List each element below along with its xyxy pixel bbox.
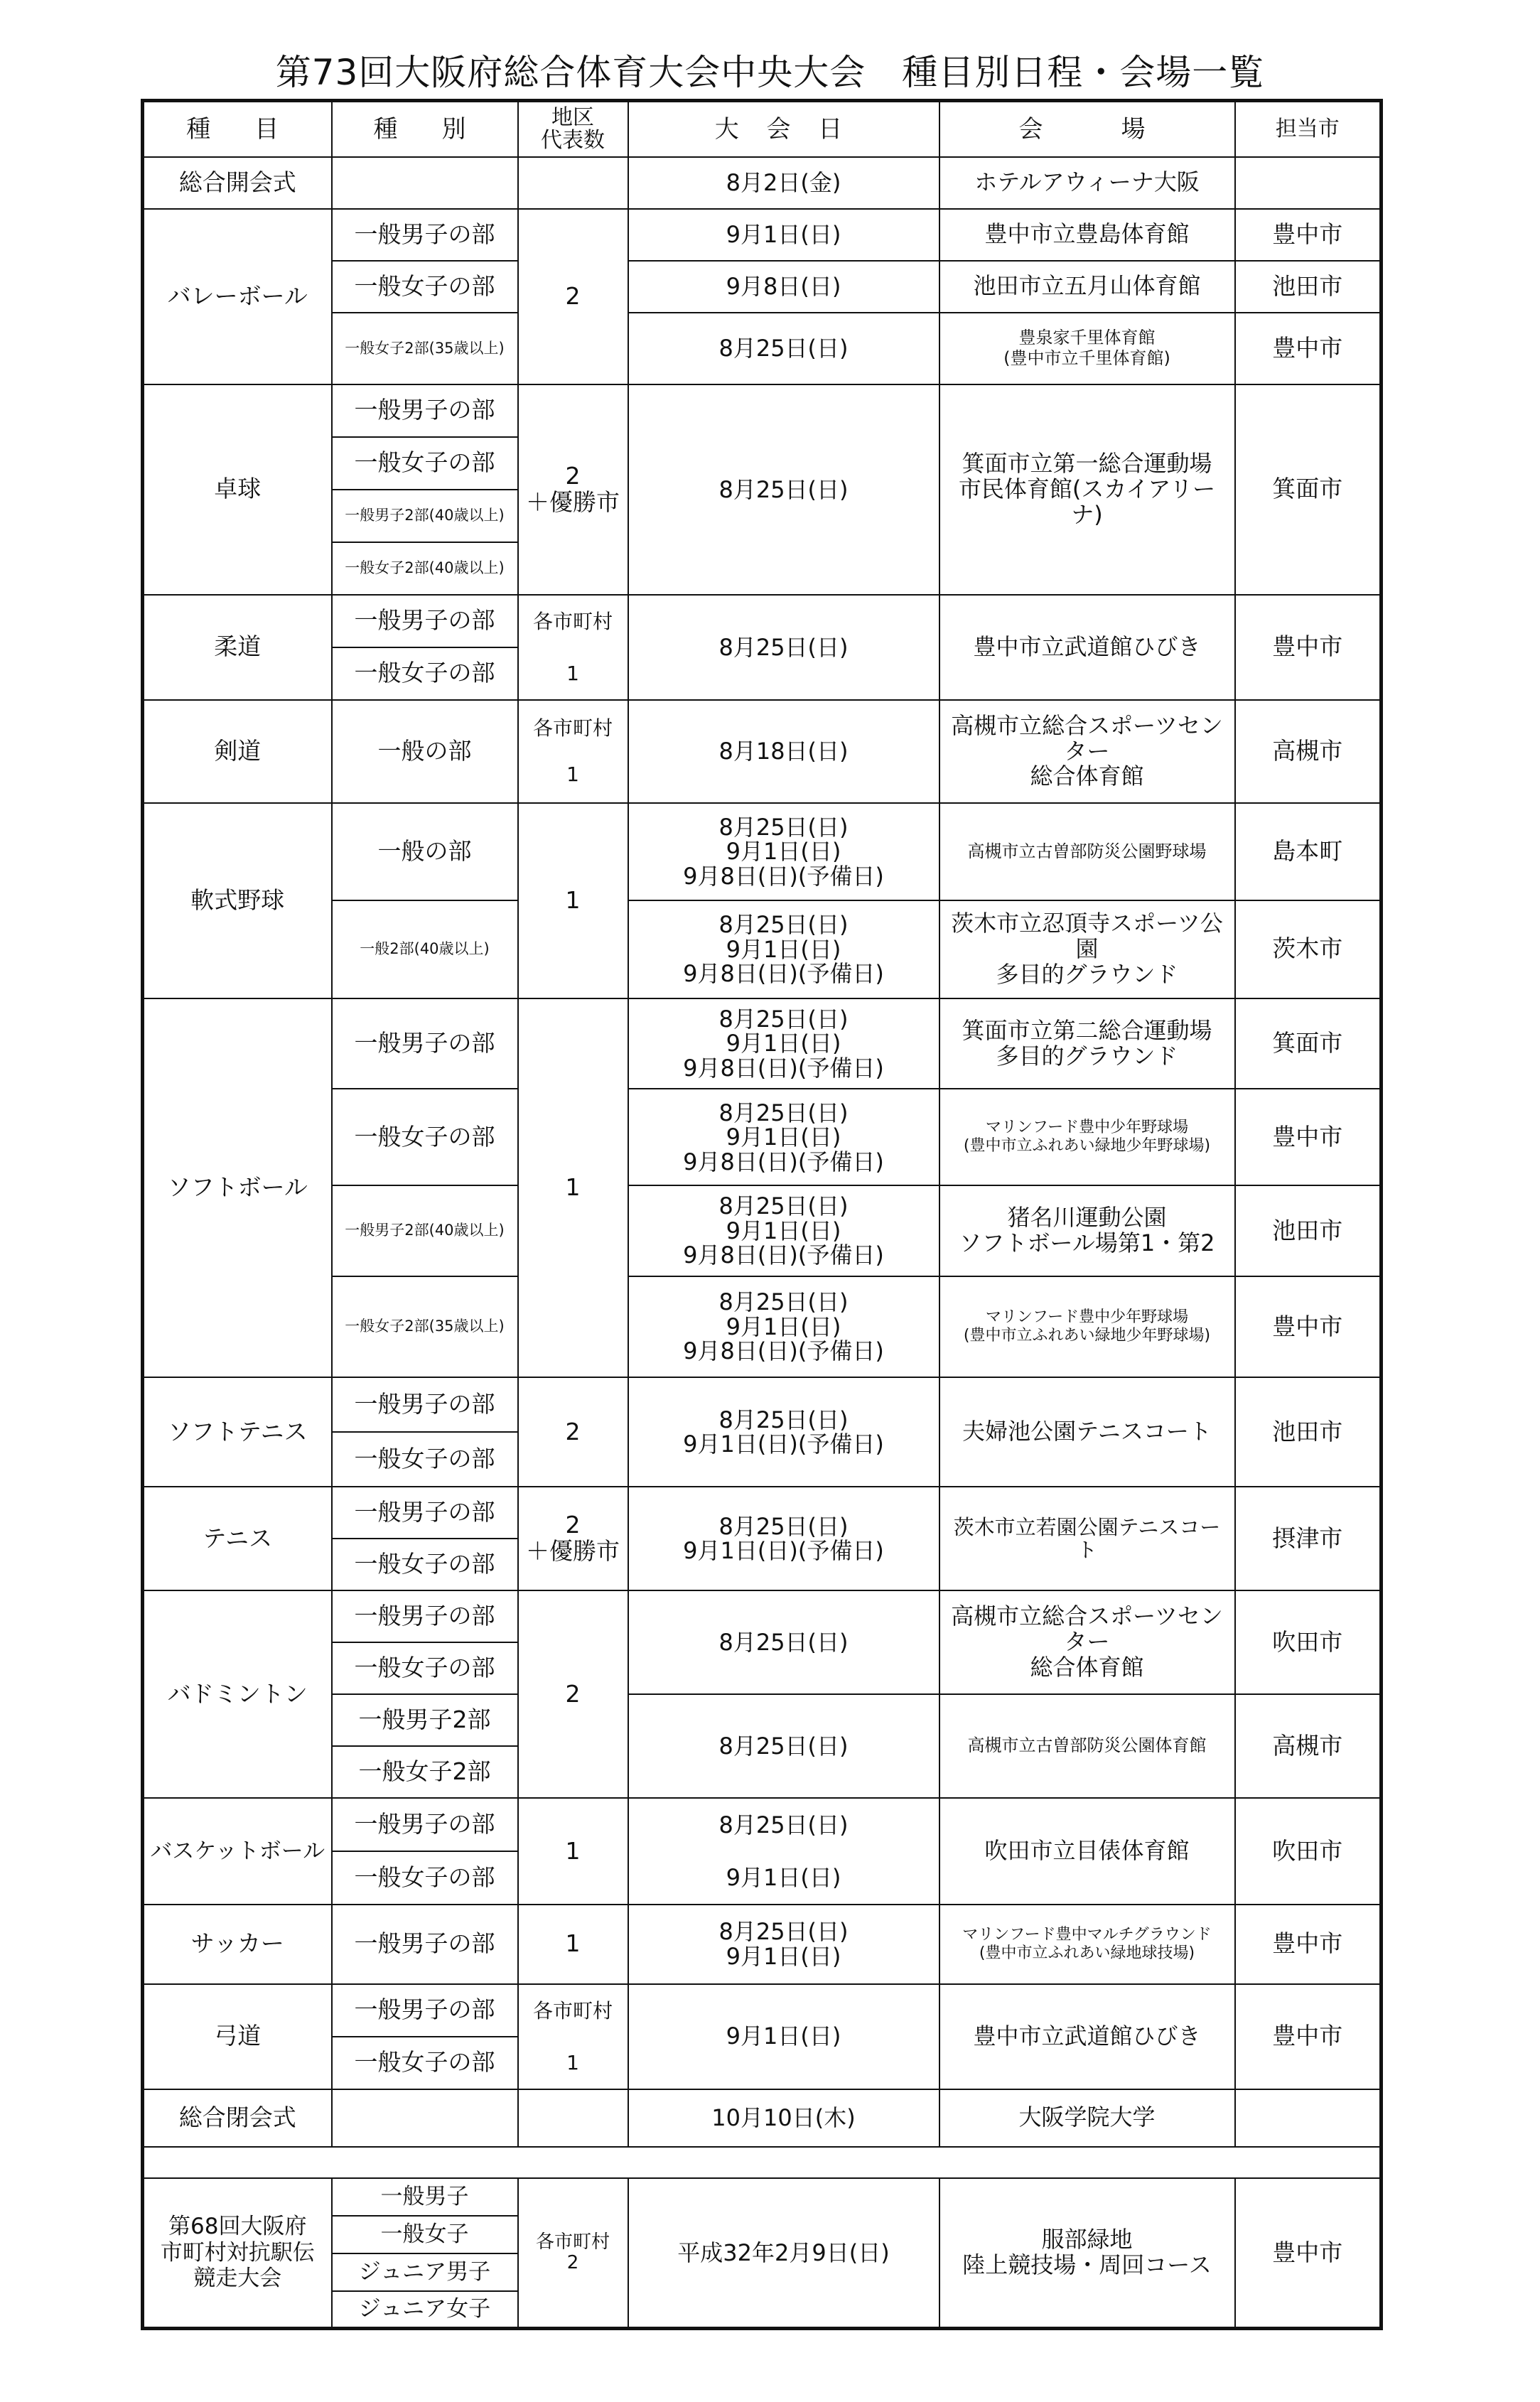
table-row xyxy=(143,700,1382,803)
venue-cell: 豊中市立武道館ひびき xyxy=(939,1984,1235,2089)
date-cell: 9月1日(日) xyxy=(628,1851,939,1905)
category-cell: 一般女子の部 xyxy=(332,647,518,700)
date-cell: 9月1日(日) xyxy=(628,1984,939,2089)
venue-cell: 高槻市立総合スポーツセンター 総合体育館 xyxy=(939,1590,1235,1694)
reps-cell: 2 ＋優勝市 xyxy=(518,1487,628,1590)
table-row xyxy=(143,1798,1382,1851)
date-cell: 8月25日(日) 9月1日(日) xyxy=(628,1905,939,1984)
table-row xyxy=(143,1377,1382,1432)
city-cell: 池田市 xyxy=(1235,261,1382,313)
event-cell: 剣道 xyxy=(143,700,332,803)
city-cell: 島本町 xyxy=(1235,803,1382,900)
table-row xyxy=(143,209,1382,261)
date-cell: 8月25日(日) 9月1日(日)(予備日) xyxy=(628,1487,939,1590)
header-event: 種 目 xyxy=(143,101,332,157)
table-row xyxy=(143,157,1382,209)
event-cell: テニス xyxy=(143,1487,332,1590)
table-row xyxy=(143,2089,1382,2147)
reps-cell: 2 xyxy=(518,1590,628,1798)
city-cell: 箕面市 xyxy=(1235,998,1382,1089)
reps-cell: 1 xyxy=(518,2037,628,2089)
category-cell: 一般男子の部 xyxy=(332,998,518,1089)
event-cell: ソフトテニス xyxy=(143,1377,332,1487)
category-cell: 一般男子の部 xyxy=(332,1377,518,1432)
category-cell: 一般男子 xyxy=(332,2178,518,2216)
reps-cell: 各市町村 1 xyxy=(518,700,628,803)
venue-cell: 高槻市立古曽部防災公園体育館 xyxy=(939,1694,1235,1798)
city-cell: 池田市 xyxy=(1235,1377,1382,1487)
table-row xyxy=(143,1590,1382,1642)
table-row xyxy=(143,384,1382,437)
event-cell: 卓球 xyxy=(143,384,332,595)
category-cell: 一般の部 xyxy=(332,700,518,803)
date-cell: 8月25日(日) xyxy=(628,1694,939,1798)
category-cell: 一般女子2部(35歳以上) xyxy=(332,1276,518,1377)
venue-cell: 箕面市立第一総合運動場 市民体育館(スカイアリーナ) xyxy=(939,384,1235,595)
city-cell: 茨木市 xyxy=(1235,900,1382,998)
table-row xyxy=(143,595,1382,647)
event-cell: 弓道 xyxy=(143,1984,332,2089)
date-cell: 8月25日(日) xyxy=(628,384,939,595)
venue-cell: マリンフード豊中マルチグラウンド (豊中市立ふれあい緑地球技場) xyxy=(939,1905,1235,1984)
category-cell: 一般女子の部 xyxy=(332,1432,518,1487)
table-row xyxy=(143,1487,1382,1539)
category-cell: ジュニア男子 xyxy=(332,2253,518,2291)
table-row xyxy=(143,2178,1382,2216)
reps-cell xyxy=(518,2089,628,2147)
venue-cell: 猪名川運動公園 ソフトボール場第1・第2 xyxy=(939,1185,1235,1276)
date-cell: 8月18日(日) xyxy=(628,700,939,803)
category-cell: 一般女子の部 xyxy=(332,1539,518,1590)
category-cell: 一般男子2部 xyxy=(332,1694,518,1746)
date-cell: 8月25日(日) xyxy=(628,313,939,384)
category-cell: 一般女子の部 xyxy=(332,2037,518,2089)
venue-cell: 箕面市立第二総合運動場 多目的グラウンド xyxy=(939,998,1235,1089)
date-cell: 8月25日(日) 9月1日(日) 9月8日(日)(予備日) xyxy=(628,1276,939,1377)
date-cell: 平成32年2月9日(日) xyxy=(628,2178,939,2328)
date-cell: 8月25日(日) xyxy=(628,595,939,700)
city-cell xyxy=(1235,2089,1382,2147)
reps-cell: 各市町村 xyxy=(518,595,628,647)
reps-cell: 2 xyxy=(518,209,628,384)
city-cell: 豊中市 xyxy=(1235,2178,1382,2328)
city-cell: 摂津市 xyxy=(1235,1487,1382,1590)
header-row xyxy=(143,101,1382,157)
category-cell: 一般女子の部 xyxy=(332,437,518,490)
venue-cell: 茨木市立若園公園テニスコート xyxy=(939,1487,1235,1590)
category-cell: 一般女子2部(40歳以上) xyxy=(332,542,518,595)
venue-cell: 服部緑地 陸上競技場・周回コース xyxy=(939,2178,1235,2328)
date-cell: 8月25日(日) 9月1日(日) 9月8日(日)(予備日) xyxy=(628,1185,939,1276)
category-cell: 一般男子の部 xyxy=(332,1590,518,1642)
venue-cell: 茨木市立忍頂寺スポーツ公園 多目的グラウンド xyxy=(939,900,1235,998)
date-cell: 8月25日(日) 9月1日(日) 9月8日(日)(予備日) xyxy=(628,803,939,900)
category-cell: 一般男子の部 xyxy=(332,1487,518,1539)
category-cell: 一般女子2部 xyxy=(332,1746,518,1798)
city-cell: 吹田市 xyxy=(1235,1798,1382,1905)
event-cell: 総合閉会式 xyxy=(143,2089,332,2147)
header-venue: 会 場 xyxy=(939,101,1235,157)
category-cell: 一般女子の部 xyxy=(332,1089,518,1185)
page-title: 第73回大阪府総合体育大会中央大会 種目別日程・会場一覧 xyxy=(275,52,1265,93)
table-row xyxy=(143,1905,1382,1984)
city-cell: 豊中市 xyxy=(1235,1089,1382,1185)
date-cell: 9月8日(日) xyxy=(628,261,939,313)
city-cell xyxy=(1235,157,1382,209)
reps-cell: 1 xyxy=(518,803,628,998)
event-cell: 第68回大阪府 市町村対抗駅伝 競走大会 xyxy=(143,2178,332,2328)
table-row xyxy=(143,1984,1382,2037)
date-cell: 8月2日(金) xyxy=(628,157,939,209)
table-row xyxy=(143,998,1382,1089)
header-city: 担当市 xyxy=(1235,101,1382,157)
venue-cell: 豊中市立豊島体育館 xyxy=(939,209,1235,261)
separator-cell xyxy=(143,2147,1382,2179)
venue-cell: 大阪学院大学 xyxy=(939,2089,1235,2147)
venue-cell: 吹田市立目俵体育館 xyxy=(939,1798,1235,1905)
separator-row xyxy=(143,2147,1382,2179)
city-cell: 箕面市 xyxy=(1235,384,1382,595)
venue-cell: 高槻市立古曽部防災公園野球場 xyxy=(939,803,1235,900)
date-cell: 9月1日(日) xyxy=(628,209,939,261)
date-cell: 8月25日(日) 9月1日(日) 9月8日(日)(予備日) xyxy=(628,900,939,998)
venue-cell: 高槻市立総合スポーツセンター 総合体育館 xyxy=(939,700,1235,803)
category-cell: 一般の部 xyxy=(332,803,518,900)
event-cell: 柔道 xyxy=(143,595,332,700)
category-cell: 一般女子の部 xyxy=(332,261,518,313)
category-cell: 一般男子の部 xyxy=(332,1905,518,1984)
category-cell xyxy=(332,2089,518,2147)
city-cell: 豊中市 xyxy=(1235,313,1382,384)
event-cell: ソフトボール xyxy=(143,998,332,1377)
reps-cell: 2 ＋優勝市 xyxy=(518,384,628,595)
header-reps: 地区 代表数 xyxy=(518,101,628,157)
date-cell: 8月25日(日) 9月1日(日) 9月8日(日)(予備日) xyxy=(628,998,939,1089)
reps-cell: 各市町村 2 xyxy=(518,2178,628,2328)
reps-cell: 1 xyxy=(518,647,628,700)
date-cell: 8月25日(日) 9月1日(日)(予備日) xyxy=(628,1377,939,1487)
city-cell: 吹田市 xyxy=(1235,1590,1382,1694)
venue-cell: 豊泉家千里体育館 (豊中市立千里体育館) xyxy=(939,313,1235,384)
date-cell: 8月25日(日) 9月1日(日) 9月8日(日)(予備日) xyxy=(628,1089,939,1185)
category-cell: 一般男子2部(40歳以上) xyxy=(332,1185,518,1276)
table-row xyxy=(143,803,1382,900)
reps-cell: 1 xyxy=(518,998,628,1377)
event-cell: 総合開会式 xyxy=(143,157,332,209)
venue-cell: マリンフード豊中少年野球場 (豊中市立ふれあい緑地少年野球場) xyxy=(939,1089,1235,1185)
event-cell: バレーボール xyxy=(143,209,332,384)
schedule-table xyxy=(141,99,1383,2330)
category-cell: 一般2部(40歳以上) xyxy=(332,900,518,998)
venue-cell: 豊中市立武道館ひびき xyxy=(939,595,1235,700)
city-cell: 豊中市 xyxy=(1235,1984,1382,2089)
category-cell: 一般男子2部(40歳以上) xyxy=(332,490,518,542)
date-cell: 8月25日(日) xyxy=(628,1798,939,1851)
category-cell: 一般女子2部(35歳以上) xyxy=(332,313,518,384)
city-cell: 豊中市 xyxy=(1235,595,1382,700)
event-cell: バスケットボール xyxy=(143,1798,332,1905)
venue-cell: マリンフード豊中少年野球場 (豊中市立ふれあい緑地少年野球場) xyxy=(939,1276,1235,1377)
city-cell: 高槻市 xyxy=(1235,700,1382,803)
event-cell: 軟式野球 xyxy=(143,803,332,998)
reps-cell: 各市町村 xyxy=(518,1984,628,2037)
city-cell: 池田市 xyxy=(1235,1185,1382,1276)
city-cell: 豊中市 xyxy=(1235,209,1382,261)
category-cell: 一般男子の部 xyxy=(332,1984,518,2037)
category-cell: ジュニア女子 xyxy=(332,2291,518,2329)
category-cell xyxy=(332,157,518,209)
category-cell: 一般男子の部 xyxy=(332,209,518,261)
reps-cell xyxy=(518,157,628,209)
header-category: 種 別 xyxy=(332,101,518,157)
category-cell: 一般女子の部 xyxy=(332,1851,518,1905)
reps-cell: 2 xyxy=(518,1377,628,1487)
category-cell: 一般男子の部 xyxy=(332,595,518,647)
venue-cell: 池田市立五月山体育館 xyxy=(939,261,1235,313)
category-cell: 一般男子の部 xyxy=(332,384,518,437)
category-cell: 一般女子 xyxy=(332,2216,518,2253)
venue-cell: ホテルアウィーナ大阪 xyxy=(939,157,1235,209)
category-cell: 一般男子の部 xyxy=(332,1798,518,1851)
venue-cell: 夫婦池公園テニスコート xyxy=(939,1377,1235,1487)
reps-cell: 1 xyxy=(518,1798,628,1905)
header-date: 大 会 日 xyxy=(628,101,939,157)
event-cell: サッカー xyxy=(143,1905,332,1984)
city-cell: 高槻市 xyxy=(1235,1694,1382,1798)
date-cell: 8月25日(日) xyxy=(628,1590,939,1694)
date-cell: 10月10日(木) xyxy=(628,2089,939,2147)
city-cell: 豊中市 xyxy=(1235,1905,1382,1984)
city-cell: 豊中市 xyxy=(1235,1276,1382,1377)
category-cell: 一般女子の部 xyxy=(332,1642,518,1694)
event-cell: バドミントン xyxy=(143,1590,332,1798)
reps-cell: 1 xyxy=(518,1905,628,1984)
